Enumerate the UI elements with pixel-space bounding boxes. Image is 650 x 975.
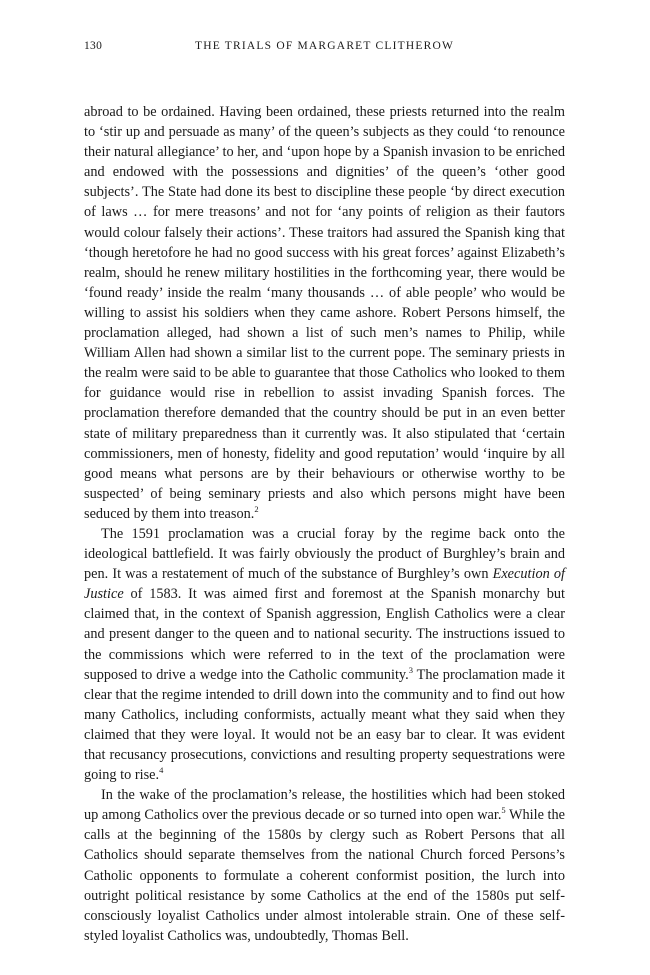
footnote-ref-5[interactable]: 5: [501, 805, 506, 816]
paragraph-text: abroad to be ordained. Having been ordained, these priests returned into the realm to ‘stir up and persuade as many’ of the queen’s subjects as they could ‘to renounce their natural allegiance’ to her, and ‘upon hope by a Spanish invasion to be enriched and endowed with the possessions and dignities’ of the queen’s ‘other good subjects’. The State had done its best to discipline these people ‘by direct execution of laws … for mere treasons’ and not for ‘any points of religion as their fautors would colour falsely their actions’. These traitors had assured the Spanish king that ‘though heretofore he had no good success with his great forces’ against Elizabeth’s realm, should he renew military hostilities in the forthcoming year, there would be ‘found ready’ inside the realm ‘many thousands … of able people’ who would be willing to assist his soldiers when they came ashore. Robert Persons himself, the proclamation alleged, had shown a list of such men’s names to Philip, while William Allen had shown a similar list to the current pope. The seminary priests in the realm were said to be able to guarantee that those Catholics who looked to them for guidance would rise in rebellion to assist invading Spanish forces. The proclamation therefore demanded that the country should be put in an even better state of military preparedness than it currently was. It also stipulated that ‘certain commissioners, men of honesty, fidelity and good reputation’ would ‘inquire by all good means what persons are by their behaviours or otherwise worthy to be suspected’ of being seminary priests and also which persons might have been seduced by them into treason.: [84, 104, 565, 522]
running-title: THE TRIALS OF MARGARET CLITHEROW: [194, 40, 455, 52]
running-head: [84, 40, 565, 62]
book-page: [84, 40, 565, 946]
footnote-ref-3[interactable]: 3: [408, 664, 413, 675]
footnote-ref-4[interactable]: 4: [159, 765, 164, 776]
paragraph-text: In the wake of the proclamation’s release, the hostilities which had been stoked up among Catholics over the previous decade or so turned into open war.: [84, 787, 565, 824]
paragraph-3: [84, 785, 565, 946]
paragraph-text: of 1583. It was aimed first and foremost at the Spanish monarchy but claimed that, in the context of Spanish aggression, English Catholics were a clear and present danger to the queen and to national security. The instructions issued to the commissions which were referred to in the text of the proclamation were supposed to drive a wedge into the Catholic community.: [84, 586, 565, 683]
paragraph-text: The proclamation made it clear that the regime intended to drill down into the community and to find out how many Catholics, including conformists, actually meant what they said when they claimed that they were loyal. It would not be an easy bar to clear. It was evident that recusancy prosecutions, convictions and resulting property sequestrations were going to rise.: [84, 666, 565, 784]
body-text: [84, 102, 565, 946]
paragraph-text: The 1591 proclamation was a crucial foray by the regime back onto the ideological battlefield. It was fairly obviously the product of Burghley’s brain and pen. It was a restatement of much of the substance of Burghley’s own: [84, 525, 565, 583]
book-title-italic: Execution of Justice: [84, 566, 565, 603]
footnote-ref-2[interactable]: 2: [254, 504, 259, 515]
paragraph-1: [84, 102, 565, 524]
page-number: 130: [84, 40, 103, 52]
paragraph-text: While the calls at the beginning of the 1580s by clergy such as Robert Persons that all Catholics should separate themselves from the national Church forced Persons’s Catholic opponents to formulate a coherent conformist position, the lurch into outright political resistance by some Catholics at the end of the 1580s put self-consciously loyalist Catholics under almost intolerable strain. One of these self-styled loyalist Catholics was, undoubtedly, Thomas Bell.: [84, 807, 565, 944]
paragraph-2: [84, 524, 565, 785]
